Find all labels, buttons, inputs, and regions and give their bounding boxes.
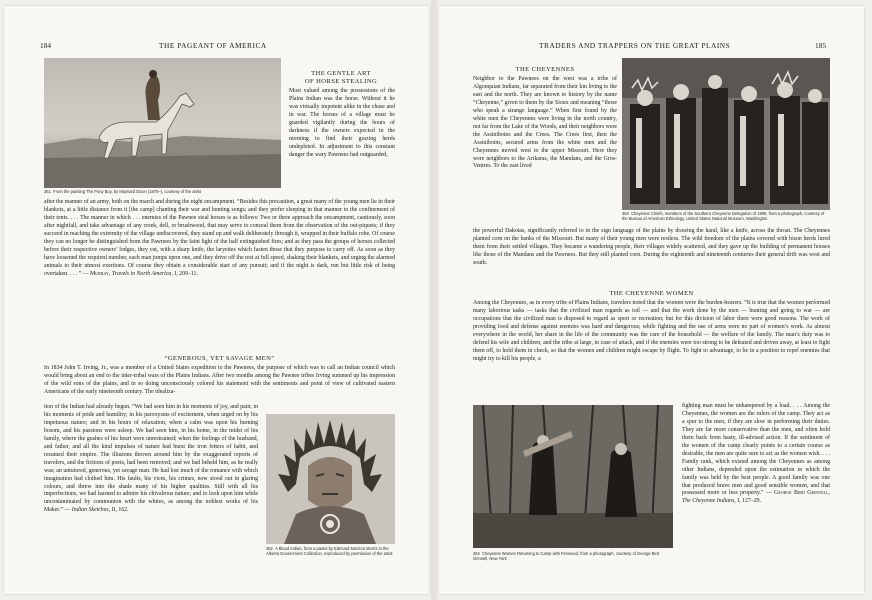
generous-savage-text-wide: In 1834 John T. Irving, Jr., was a member of a United States expedition to the Pawnees, the purpose of which was to call an Indian council which would bring about an end to the inter-tribal wars of the Plains Indians. After two months among the Pawnee tribes Irving summed up his impression of the wild sons of the plains, and in so doing unconsciously colored his statement with the sentiments and point of view of cultivated eastern Americans of the early nineteenth century. The idealiza- xyxy=(44,365,395,395)
cheyenne-women-text-wide: Among the Cheyennes, as in every tribe of Plains Indians, travelers noted that the women were the burden-bearers. “It is true that the women performed many laborious tasks — tasks that the civilized man regards as toil — and that the work done by the men — hunting and going to war — are occupations that the civilized man is disposed to regard as sport or recreation; but for this division of labor there were good reasons. The work of providing food and defense against enemies was hard and dangerous; while fighting and the use of arms were no part of women’s work. As almost everywhere in the world, her share in the life of the community was the care of the household — the welfare of the family. The man’s duty was to defend his wife and children, and the tribe at large, in case of attack, and if the enemies were too strong to be defeated and driven away, at least to fight them off, to hold them in check, so that the women and children might escape by flight. To fight to advantage, to be in a position to repel enemies that might try to kill his people, a xyxy=(473,300,830,362)
figure-number: 361 xyxy=(44,189,51,194)
body-text: after the manner of an army, both on the march and during the night encampment. “Besides this precaution, a great many of the young men lie in their blankets, at a little distance from it [the camp] chanting their war and hunting songs; and they prefer sleeping in that manner to the confinement of their tents. . . . The manner in which . . . enemies of the Pawnee steal horses is as follows: Two or three approach the encampment, cautiously, soon after nightfall, and take advantage of any creek, dell, or brushwood, that may serve to conceal them from the observation of the out-piquets; if they succeed in reaching the extremity of the village undiscovered, they stand up and walk deliberately through it, wrapped in their buffalo robe. Of course they can no longer be distinguished from the Pawnees by the faint light of the half extinguished fires; and as they pass the groups of horses collected before their respective owners’ lodges, they cut, with a sharp knife, the laryettes which fasten those that they purpose to carry off. As soon as they have loosened the required number, each man jumps upon one, and they drive off the rest at full speed, shaking their blankets, and urging the alarmed animals to their utmost exertions. Of course they obtain a considerable start of any pursuit; and if the night is dark, run but little risk of being overtaken. . . . ” — xyxy=(44,199,395,277)
left-page xyxy=(4,6,429,594)
section-title-cheyenne-women: THE CHEYENNE WOMEN xyxy=(609,290,694,297)
figure-363-caption xyxy=(622,212,830,222)
citation-ref: I, 209–11. xyxy=(174,270,198,277)
citation-work: Indian Sketches, xyxy=(71,507,111,514)
page-number: 185 xyxy=(815,41,827,50)
caption-text: From the painting The Pony Boy, by Maynard Dixon (1875–), courtesy of the artist xyxy=(53,189,202,194)
figure-number: 363 xyxy=(622,211,629,216)
citation-work: Travels in North America, xyxy=(111,270,173,277)
figure-361-painting xyxy=(44,58,281,188)
figure-362-pastel-portrait xyxy=(266,414,395,544)
horse-stealing-text-wide xyxy=(44,199,395,279)
body-text: fighting man must be unhampered by a load. . . . Among the Cheyennes, the women are the rulers of the camp. They act as a spur to the men, if they are slow in performing their duties. They are far more conservative than the men, and often hold them back from hasty, ill-advised action. If the sentiment of the women of the camp clearly points to a certain course as desirable, the men are quite sure to act as the women wish. . . . Family rank, which existed among the Cheyennes as among other Indians, depended upon the estimation in which the family was held by the best people. A good family was one that produced brave men and good sensible women, and that possessed more or less property.” — xyxy=(682,403,830,497)
page-number: 184 xyxy=(40,41,52,50)
caption-text: A Blood Indian, from a pastel by Edmund Morison Morris in the Alberta Government Collection, reproduced by permission of the artist xyxy=(266,546,393,556)
figure-364-photograph xyxy=(473,405,673,548)
book-gutter xyxy=(431,0,437,600)
citation-ref: I, 127–29. xyxy=(737,498,762,505)
title-line-1: THE GENTLE ART xyxy=(311,70,371,77)
cheyennes-text-wide: the powerful Dakotas, significantly referred to in the sign language of the plains by drawing the hand, like a knife, across the throat. The Cheyennes planted corn on the banks of the Missouri. But many of their young men were restless. The wild freedom of the plains covered with bison herds lured them from their settled villages. They became a wandering people, their villages widely scattered, and they gave up the building of permanent houses like those of the Mandans and the Pawnees. But they still planted corn. During the eighteenth and nineteenth centuries their general drift was west and south. xyxy=(473,228,830,266)
caption-text: Cheyenne Women Returning to Camp with Firewood, from a photograph, courtesy of George Bird Grinnell, New York xyxy=(473,551,660,561)
figure-363-photograph xyxy=(622,58,830,210)
citation-ref: II, 162. xyxy=(111,507,129,514)
section-title-horse-stealing xyxy=(289,70,393,86)
title-line-2: OF HORSE STEALING xyxy=(304,78,378,85)
citation-work: The Cheyenne Indians, xyxy=(682,498,736,505)
horse-stealing-text-narrow: Most valued among the possessions of the Plains Indian was the horse. Without it he was virtually impotent alike in the chase and in war. The horses of a village must be guarded vigilantly during the hours of darkness if the owners expected in the morning to find their grazing herds undepleted. In adjustment to this constant danger the wary Pawnees had outguarded, xyxy=(289,88,395,158)
caption-text: Cheyenne Chiefs, members of the Southern Cheyenne Delegation of 1909, from a photograph, courtesy of the Bureau of American Ethnology, United States National Museum, Washington xyxy=(622,211,825,221)
section-title-cheyennes: THE CHEYENNES xyxy=(515,66,575,73)
right-page xyxy=(439,6,864,594)
figure-361-caption xyxy=(44,190,281,195)
figure-number: 362 xyxy=(266,546,273,551)
figure-number: 364 xyxy=(473,551,480,556)
cheyenne-women-text-narrow xyxy=(682,403,830,506)
running-head: TRADERS AND TRAPPERS ON THE GREAT PLAINS xyxy=(539,41,731,50)
citation-author: George Bird Grinnell, xyxy=(774,490,830,497)
citation-author: Murray, xyxy=(90,270,111,277)
section-title-generous-savage: “GENEROUS, YET SAVAGE MEN” xyxy=(164,355,275,362)
cheyennes-text-narrow: Neighbor to the Pawnees on the west was a tribe of Algonquian Indians, far separated from their kin living to the east and the north. They are known to history by the name “Cheyenne,” given to them by the Sioux and meaning “those who speak a strange language.” When first found by the white men the Cheyennes were living in the north country, not far from the Lake of the Woods, and their neighbors were the Assiniboins and the Crees. The Crees first, then the Assiniboins, secured arms from the white men and the Cheyennes moved west to the upper Missouri. Here they were neighbors to the Arikaras, the Mandans, and the Gros-Ventres. To the east lived xyxy=(473,76,617,170)
running-head: THE PAGEANT OF AMERICA xyxy=(159,41,267,50)
generous-savage-text-narrow xyxy=(44,404,258,515)
figure-364-caption xyxy=(473,552,673,562)
body-text: tion of the Indian had already begun. “We had seen him in his moments of joy, and pain; in his moments of pride and humility; in his paroxysms of excitement, when urged on by his impetuous nature; and in his hours of relaxation, when a calm was upon his burning bosom, and his passions were asleep. We had seen him, in his home, in the midst of his family, where the gushes of his heart were unrestrained; when the feelings of the husband, and father, and all the kind impulses of nature had burst the iron fetters of habit, and resumed their empire. The illusions thrown around him by the exaggerated reports of travelers, and the fictions of poets, had been removed; and we had beheld him, as he really was; an untutored, generous, yet savage man. He had lost much of the romance with which imagination had clothed him. His faults, his vices, his crimes, now stood out in glaring colours, and threw into the shade many of his higher qualities. Still with all his imperfections, we had learned to admire his chivalrous nature; and to look upon him while uncontaminated by communion with the whites, as among the noblest works of his Maker.” — xyxy=(44,404,258,514)
figure-362-caption xyxy=(266,547,395,557)
